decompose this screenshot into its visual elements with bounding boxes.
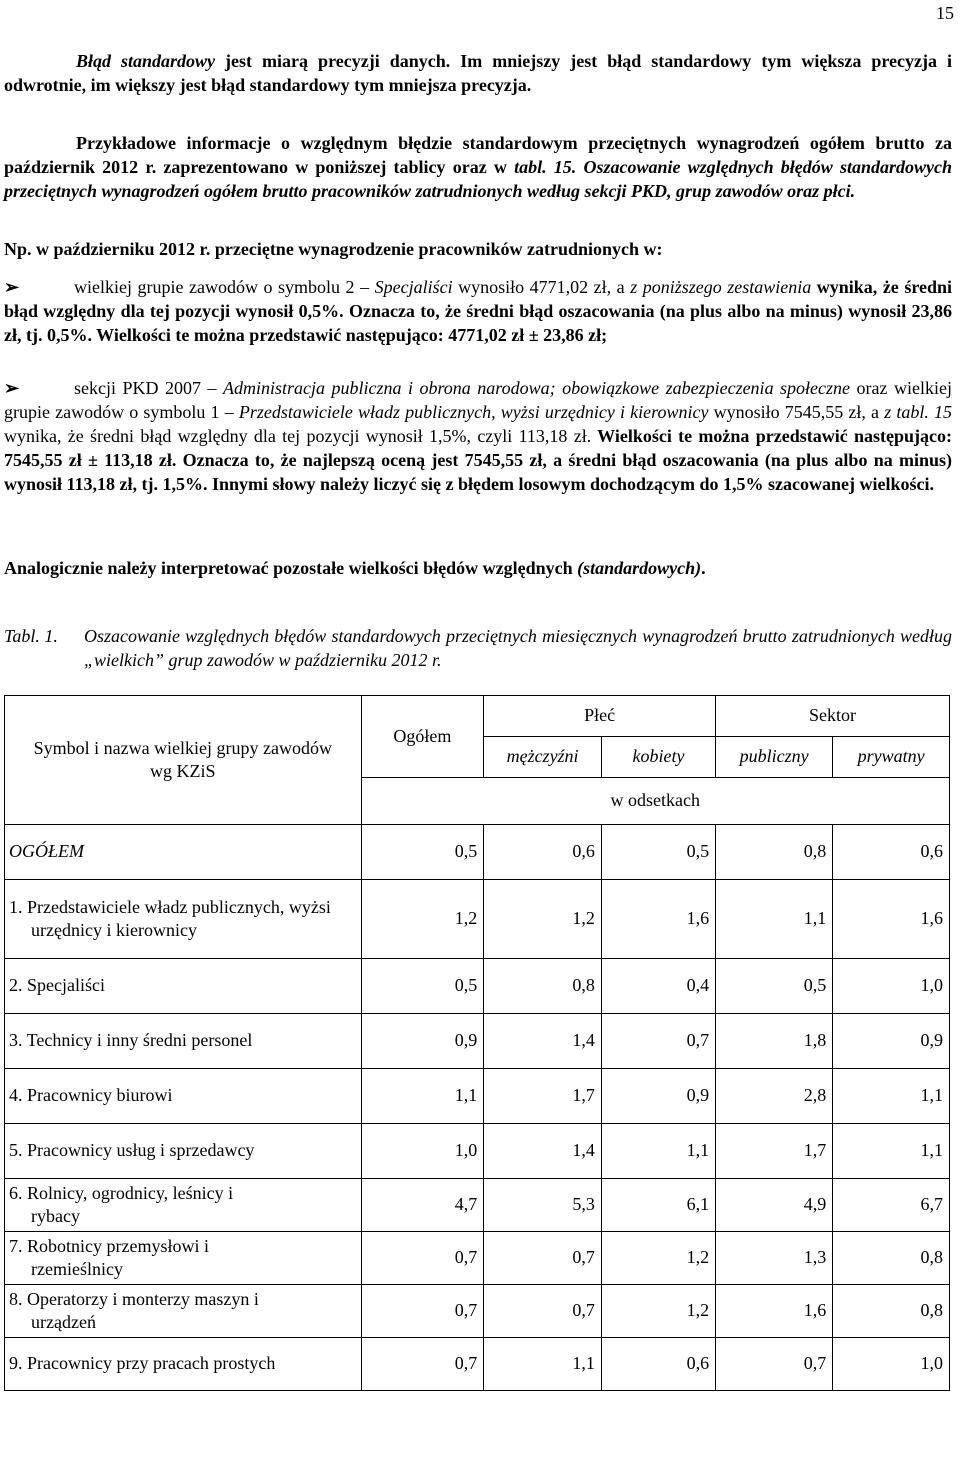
table-caption-label: Tabl. 1. — [4, 626, 58, 647]
cell-publiczny: 0,8 — [716, 824, 833, 879]
cell-ogolem: 0,5 — [361, 824, 484, 879]
cell-prywatny: 1,1 — [833, 1068, 950, 1123]
b1-t1: wielkiej grupie zawodów o symbolu 2 – — [74, 276, 375, 297]
intro-text: jest miarą precyzji danych. Im mniejszy jest błąd standardowy tym większa precyzja i odwrotnie, im większy jest błąd standardowy tym mniejsza precyzja. — [4, 51, 952, 95]
header-plec: Płeć — [484, 695, 716, 736]
intro-paragraph — [4, 50, 952, 98]
cell-publiczny: 0,7 — [716, 1337, 833, 1390]
cell-ogolem: 1,2 — [361, 879, 484, 958]
header-ogolem: Ogółem — [361, 695, 484, 777]
cell-ogolem: 0,7 — [361, 1337, 484, 1390]
cell-mezczyzni: 5,3 — [484, 1178, 602, 1231]
cell-mezczyzni: 0,8 — [484, 958, 602, 1013]
row-name-text: 1. Przedstawiciele władz publicznych, wyżsi urzędnicy i kierownicy — [9, 896, 331, 940]
row-name-text: 6. Rolnicy, ogrodnicy, leśnicy i rybacy — [9, 1182, 234, 1226]
cell-mezczyzni: 1,1 — [484, 1337, 602, 1390]
cell-kobiety: 1,2 — [601, 1231, 715, 1284]
cell-publiczny: 1,7 — [716, 1123, 833, 1178]
bullet-item-specjalisci — [4, 276, 952, 348]
cell-publiczny: 1,6 — [716, 1284, 833, 1337]
row-name — [5, 1178, 362, 1231]
cell-mezczyzni: 0,6 — [484, 824, 602, 879]
b2-t1: sekcji PKD 2007 – — [74, 378, 223, 399]
table-caption — [4, 625, 952, 673]
cell-publiczny: 2,8 — [716, 1068, 833, 1123]
cell-prywatny: 0,8 — [833, 1231, 950, 1284]
cell-mezczyzni: 0,7 — [484, 1284, 602, 1337]
cell-publiczny: 1,1 — [716, 879, 833, 958]
b1-b2: Wielkości te można przedstawić następująco: 4771,02 zł ± 23,86 zł; — [91, 324, 608, 345]
cell-publiczny: 1,3 — [716, 1231, 833, 1284]
table-row — [5, 1123, 950, 1178]
analog-italic: (standardowych) — [577, 558, 702, 579]
row-name: 4. Pracownicy biurowi — [5, 1068, 362, 1123]
cell-kobiety: 0,9 — [601, 1068, 715, 1123]
table-row — [5, 958, 950, 1013]
row-name — [5, 879, 362, 958]
analog-end: . — [701, 558, 706, 579]
cell-prywatny: 0,8 — [833, 1284, 950, 1337]
page-number: 15 — [936, 3, 954, 23]
table-row — [5, 1178, 950, 1231]
cell-publiczny: 1,8 — [716, 1013, 833, 1068]
header-sektor: Sektor — [716, 695, 950, 736]
analog-paragraph — [4, 557, 952, 581]
analog-text: Analogicznie należy interpretować pozostałe wielkości błędów względnych — [4, 558, 578, 579]
cell-kobiety: 1,6 — [601, 879, 715, 958]
row-name — [5, 1231, 362, 1284]
cell-prywatny: 1,0 — [833, 958, 950, 1013]
header-symbol: Symbol i nazwa wielkiej grupy zawodów wg KZiS — [5, 695, 362, 824]
para2-text: Przykładowe informacje o względnym błędzie standardowym przeciętnych wynagrodzeń ogółem brutto za październik 2012 r. zaprezentowano w poniższej tablicy oraz w — [4, 132, 952, 177]
b1-b1: Oznacza to, że średni błąd oszacowania (na plus albo na minus) wynosił 23,86 zł, tj. 0,5%. — [4, 300, 952, 345]
cell-kobiety: 0,4 — [601, 958, 715, 1013]
cell-prywatny: 1,1 — [833, 1123, 950, 1178]
bullet-arrow-icon: ➢ — [4, 276, 20, 297]
table-row — [5, 1337, 950, 1390]
bullet-arrow-icon: ➢ — [4, 378, 20, 399]
b2-t3: wynosiło 7545,55 zł, a — [708, 402, 885, 423]
cell-ogolem: 0,7 — [361, 1231, 484, 1284]
b1-t2: wynosiło 4771,02 zł, a — [452, 276, 631, 297]
b2-t2: oraz wielkiej grupie zawodów o symbolu 1 – — [4, 378, 952, 423]
table-row — [5, 1013, 950, 1068]
bullet-item-administracja — [4, 377, 952, 497]
table-header-row — [5, 695, 950, 736]
row-name-text: 7. Robotnicy przemysłowi i rzemieślnicy — [9, 1235, 209, 1279]
cell-ogolem: 1,1 — [361, 1068, 484, 1123]
b2-i2: Przedstawiciele władz publicznych, wyżsi urzędnicy i kierownicy — [238, 402, 709, 423]
cell-ogolem: 1,0 — [361, 1123, 484, 1178]
error-table — [4, 695, 950, 1391]
b2-t4: wynika, że średni błąd względny dla tej pozycji wynosił 1,5%, czyli 113,18 zł. — [4, 426, 592, 447]
cell-ogolem: 4,7 — [361, 1178, 484, 1231]
row-name: OGÓŁEM — [5, 824, 362, 879]
cell-kobiety: 0,7 — [601, 1013, 715, 1068]
cell-publiczny: 0,5 — [716, 958, 833, 1013]
cell-prywatny: 0,6 — [833, 824, 950, 879]
b2-b1: Wielkości te można przedstawić następująco: 7545,55 zł ± 113,18 zł. Oznacza to, że najlepszą oceną jest 7545,55 zł, a średni błąd oszacowania (na plus albo na minus) wynosił 113,18 zł, tj. 1,5%. Innymi słowy należy liczyć się z błędem losowym dochodzącym do 1,5% szacowanej wielkości. — [4, 426, 952, 495]
example-label: Np. w październiku 2012 r. przeciętne wynagrodzenie pracowników zatrudnionych w: — [4, 238, 663, 259]
row-name — [5, 1284, 362, 1337]
cell-prywatny: 1,6 — [833, 879, 950, 958]
header-unit: w odsetkach — [361, 777, 949, 824]
row-name: 5. Pracownicy usług i sprzedawcy — [5, 1123, 362, 1178]
table-row — [5, 824, 950, 879]
cell-prywatny: 6,7 — [833, 1178, 950, 1231]
cell-kobiety: 6,1 — [601, 1178, 715, 1231]
cell-kobiety: 1,1 — [601, 1123, 715, 1178]
table-row — [5, 1231, 950, 1284]
cell-mezczyzni: 0,7 — [484, 1231, 602, 1284]
table-row — [5, 1284, 950, 1337]
cell-kobiety: 0,6 — [601, 1337, 715, 1390]
row-name: 2. Specjaliści — [5, 958, 362, 1013]
cell-mezczyzni: 1,2 — [484, 879, 602, 958]
header-prywatny: prywatny — [833, 736, 950, 777]
b2-i1: Administracja publiczna i obrona narodowa; obowiązkowe zabezpieczenia społeczne — [222, 378, 851, 399]
example-intro-paragraph — [4, 132, 952, 204]
para2-table-ref: tabl. 15. Oszacowanie względnych błędów standardowych przeciętnych wynagrodzeń ogółem brutto pracowników zatrudnionych według sekcji PKD, grup zawodów oraz płci. — [4, 156, 952, 201]
row-name — [5, 1337, 362, 1390]
table-row — [5, 1068, 950, 1123]
header-mezczyzni: mężczyźni — [484, 736, 602, 777]
table-caption-text: Oszacowanie względnych błędów standardowych przeciętnych miesięcznych wynagrodzeń brutto zatrudnionych według „wielkich” grup zawodów w październiku 2012 r. — [84, 626, 952, 670]
b1-t3: wynika, że średni błąd względny dla tej pozycji wynosił 0,5%. — [4, 276, 952, 321]
cell-publiczny: 4,9 — [716, 1178, 833, 1231]
table-row — [5, 879, 950, 958]
cell-mezczyzni: 1,7 — [484, 1068, 602, 1123]
b1-i1: Specjaliści — [374, 276, 453, 297]
b2-i3: z tabl. 15 — [884, 402, 952, 423]
header-kobiety: kobiety — [601, 736, 715, 777]
document-body — [4, 50, 952, 1391]
cell-kobiety: 1,2 — [601, 1284, 715, 1337]
cell-ogolem: 0,5 — [361, 958, 484, 1013]
cell-ogolem: 0,7 — [361, 1284, 484, 1337]
row-name: 3. Technicy i inny średni personel — [5, 1013, 362, 1068]
cell-ogolem: 0,9 — [361, 1013, 484, 1068]
row-name-text: 8. Operatorzy i monterzy maszyn i urządzeń — [9, 1288, 259, 1332]
cell-prywatny: 1,0 — [833, 1337, 950, 1390]
cell-kobiety: 0,5 — [601, 824, 715, 879]
intro-term: Błąd standardowy — [76, 51, 216, 71]
row-name-text: 9. Pracownicy przy pracach prostych — [9, 1353, 276, 1374]
header-publiczny: publiczny — [716, 736, 833, 777]
cell-prywatny: 0,9 — [833, 1013, 950, 1068]
cell-mezczyzni: 1,4 — [484, 1013, 602, 1068]
b1-i2: z poniższego zestawienia — [630, 276, 812, 297]
cell-mezczyzni: 1,4 — [484, 1123, 602, 1178]
